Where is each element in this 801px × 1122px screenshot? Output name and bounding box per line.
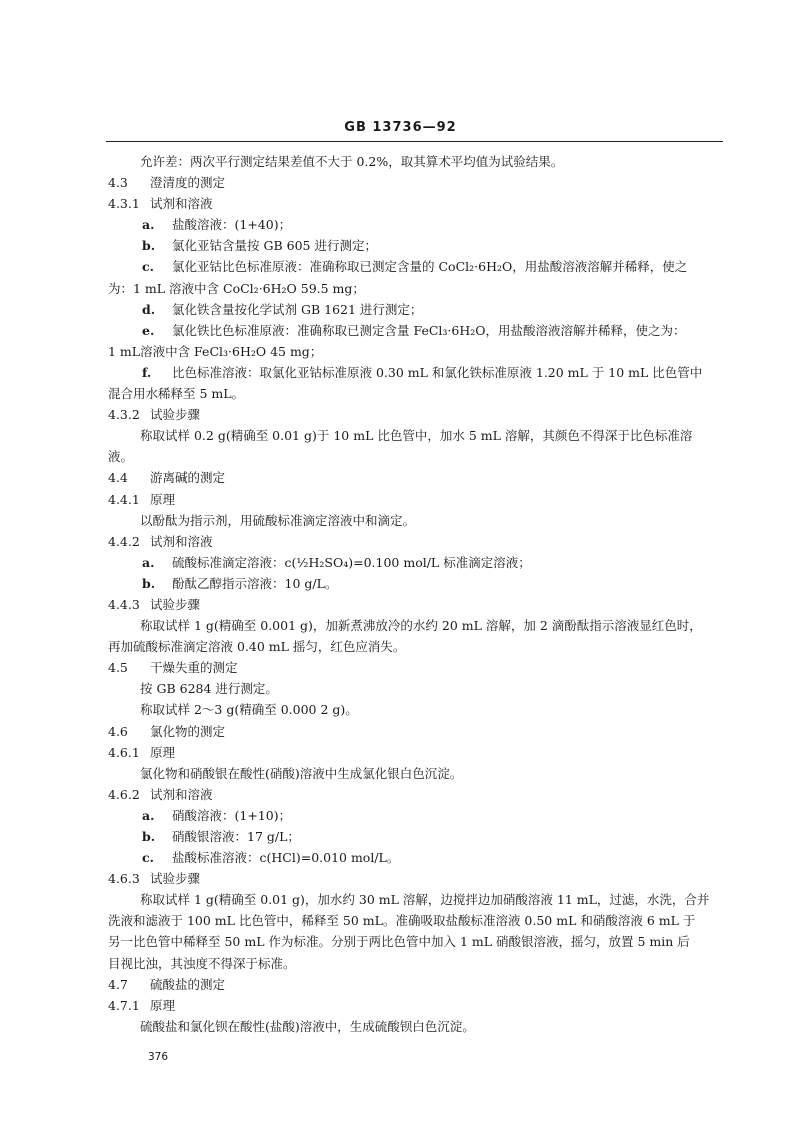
section-heading (108, 742, 722, 763)
paragraph-line (108, 931, 722, 952)
list-item (108, 552, 722, 573)
line-text: 试验步骤 (150, 871, 201, 887)
section-heading (108, 995, 722, 1016)
page-number: 376 (148, 1051, 169, 1063)
paragraph-line (108, 889, 722, 910)
paragraph-line (108, 699, 722, 720)
section-heading (108, 404, 722, 425)
section-number: 4.6.2 (108, 786, 140, 802)
line-text: 氯化物的测定 (150, 723, 226, 739)
line-text: 硝酸银溶液：17 g/L； (172, 829, 300, 844)
list-item (108, 362, 722, 383)
section-number: 4.3 (108, 175, 128, 191)
line-text: 酚酞乙醇指示溶液：10 g/L。 (172, 575, 338, 591)
section-number: 4.7.1 (108, 997, 140, 1013)
line-text: 1 mL溶液中含 FeCl₃·6H₂O 45 mg； (108, 343, 323, 359)
list-item-label: f. (142, 364, 152, 380)
paragraph-line (108, 383, 722, 404)
line-text: 试剂和溶液 (150, 533, 213, 549)
line-text: 比色标准溶液：取氯化亚钴标准原液 0.30 mL 和氯化铁标准原液 1.20 mL 于 10 mL 比色管中 (172, 364, 703, 380)
paragraph-line (108, 510, 722, 531)
section-number: 4.3.1 (108, 196, 140, 212)
paragraph-line (108, 763, 722, 784)
list-item (108, 256, 722, 277)
section-heading (108, 193, 722, 214)
line-text: 试验步骤 (150, 407, 201, 423)
line-text: 原理 (150, 744, 176, 760)
line-text: 称取试样 0.2 g(精确至 0.01 g)于 10 mL 比色管中，加水 5 mL 溶解，其颜色不得深于比色标准溶 (140, 428, 693, 444)
section-number: 4.5 (108, 660, 128, 676)
list-item-label: b. (142, 575, 156, 591)
section-number: 4.4.2 (108, 533, 140, 549)
line-text: 试剂和溶液 (150, 786, 213, 802)
paragraph-line (108, 953, 722, 974)
line-text: 混合用水稀释至 5 mL。 (108, 386, 245, 402)
line-text: 氯化铁含量按化学试剂 GB 1621 进行测定； (172, 301, 423, 317)
section-heading (108, 531, 722, 552)
line-text: 液。 (108, 449, 134, 465)
list-item-label: a. (142, 554, 155, 570)
paragraph-line (108, 425, 722, 446)
line-text: 氯化铁比色标准原液：准确称取已测定含量 FeCl₃·6H₂O，用盐酸溶液溶解并稀释，使之为： (172, 322, 686, 338)
line-text: 氯化亚钴含量按 GB 605 进行测定； (172, 238, 377, 254)
list-item (108, 299, 722, 320)
line-text: 游离碱的测定 (150, 470, 226, 486)
line-text: 澄清度的测定 (150, 175, 226, 191)
line-text: 盐酸溶液：(1+40)； (172, 217, 292, 233)
section-number: 4.3.2 (108, 407, 140, 423)
line-text: 干燥失重的测定 (150, 660, 238, 676)
section-heading (108, 594, 722, 615)
section-number: 4.6 (108, 723, 128, 739)
section-heading (108, 721, 722, 742)
line-text: 称取试样 2～3 g(精确至 0.000 2 g)。 (140, 702, 358, 718)
paragraph-line (108, 1016, 722, 1037)
line-text: 盐酸标准溶液：c(HCl)=0.010 mol/L。 (172, 850, 400, 866)
list-item-label: e. (142, 322, 155, 338)
paragraph-line (108, 678, 722, 699)
paragraph-line (108, 341, 722, 362)
paragraph-line (108, 446, 722, 467)
section-number: 4.6.1 (108, 744, 140, 760)
section-number: 4.4 (108, 470, 128, 486)
section-heading (108, 172, 722, 193)
section-heading (108, 489, 722, 510)
line-text: 另一比色管中稀释至 50 mL 作为标准。分别于两比色管中加入 1 mL 硝酸银溶液，摇匀，放置 5 min 后 (108, 934, 690, 950)
list-item-label: a. (142, 807, 155, 823)
line-text: 硝酸溶液：(1+10)； (172, 807, 292, 823)
document-body (108, 151, 722, 1037)
line-text: 目视比浊，其浊度不得深于标准。 (108, 955, 296, 971)
list-item (108, 826, 722, 847)
section-heading (108, 784, 722, 805)
header-rule (106, 141, 723, 142)
line-text: 再加硫酸标准滴定溶液 0.40 mL 摇匀，红色应消失。 (108, 639, 406, 655)
line-text: 以酚酞为指示剂，用硫酸标准滴定溶液中和滴定。 (140, 512, 416, 528)
list-item (108, 847, 722, 868)
list-item (108, 235, 722, 256)
standard-number-header: GB 13736—92 (344, 120, 457, 135)
line-text: 试验步骤 (150, 596, 201, 612)
list-item-label: c. (142, 850, 154, 866)
line-text: 按 GB 6284 进行测定。 (140, 681, 278, 697)
list-item (108, 214, 722, 235)
line-text: 称取试样 1 g(精确至 0.01 g)，加水约 30 mL 溶解，边搅拌边加硝酸溶液 11 mL，过滤，水洗，合并 (140, 892, 710, 908)
line-text: 原理 (150, 491, 176, 507)
section-heading (108, 868, 722, 889)
list-item-label: d. (142, 301, 156, 317)
section-number: 4.7 (108, 976, 128, 992)
paragraph-line (108, 151, 722, 172)
paragraph-line (108, 910, 722, 931)
line-text: 允许差：两次平行测定结果差值不大于 0.2%，取其算术平均值为试验结果。 (140, 154, 564, 169)
list-item-label: a. (142, 217, 155, 233)
section-heading (108, 467, 722, 488)
list-item-label: b. (142, 829, 156, 844)
paragraph-line (108, 636, 722, 657)
line-text: 氯化物和硝酸银在酸性(硝酸)溶液中生成氯化银白色沉淀。 (140, 765, 463, 781)
section-number: 4.4.1 (108, 491, 140, 507)
line-text: 为：1 mL 溶液中含 CoCl₂·6H₂O 59.5 mg； (108, 280, 365, 296)
line-text: 硫酸标准滴定溶液：c(½H₂SO₄)=0.100 mol/L 标准滴定溶液； (172, 554, 531, 570)
list-item (108, 320, 722, 341)
section-heading (108, 974, 722, 995)
line-text: 原理 (150, 997, 176, 1013)
section-number: 4.4.3 (108, 596, 140, 612)
line-text: 称取试样 1 g(精确至 0.001 g)，加新煮沸放冷的水约 20 mL 溶解，加 2 滴酚酞指示溶液显红色时， (140, 618, 702, 634)
list-item-label: b. (142, 238, 156, 254)
section-heading (108, 657, 722, 678)
paragraph-line (108, 615, 722, 636)
paragraph-line (108, 278, 722, 299)
line-text: 氯化亚钴比色标准原液：准确称取已测定含量的 CoCl₂·6H₂O，用盐酸溶液溶解并稀释，使之 (172, 259, 688, 275)
list-item-label: c. (142, 259, 154, 275)
line-text: 试剂和溶液 (150, 196, 213, 212)
line-text: 洗液和滤液于 100 mL 比色管中，稀释至 50 mL。准确吸取盐酸标准溶液 0.50 mL 和硝酸溶液 6 mL 于 (108, 913, 696, 929)
line-text: 硫酸盐的测定 (150, 976, 226, 992)
section-number: 4.6.3 (108, 871, 140, 887)
list-item (108, 805, 722, 826)
line-text: 硫酸盐和氯化钡在酸性(盐酸)溶液中，生成硫酸钡白色沉淀。 (140, 1018, 475, 1034)
list-item (108, 573, 722, 594)
